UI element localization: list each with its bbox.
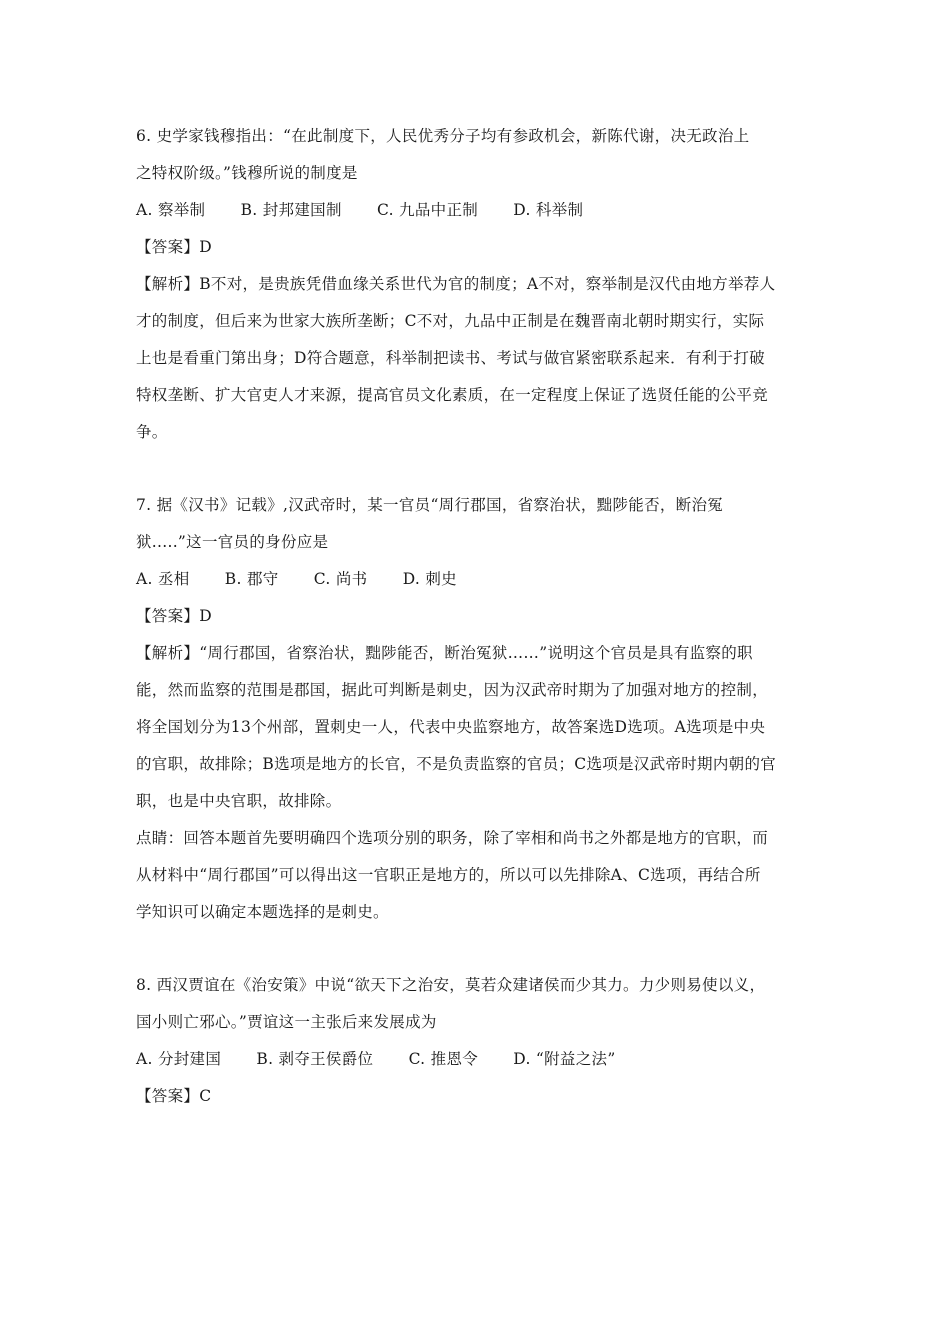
tip-line: 从材料中“周行郡国”可以得出这一官职正是地方的，所以可以先排除A、C选项，再结合所 [136,866,761,884]
question-stem-line: 7. 据《汉书》记载》,汉武帝时，某一官员“周行郡国，省察治状，黜陟能否，断治冤 [136,496,724,514]
analysis-line: 特权垄断、扩大官吏人才来源，提高官员文化素质，在一定程度上保证了选贤任能的公平竞 [136,386,769,404]
options-row [136,561,816,598]
answer-line: 【答案】C [136,1087,212,1105]
option-d: D. “附益之法” [513,1050,616,1068]
analysis-line: 职，也是中央官职，故排除。 [136,792,342,810]
option-d: D. 刺史 [402,570,457,588]
document-page [136,118,816,1115]
analysis-line: 才的制度，但后来为世家大族所垄断；C不对，九品中正制是在魏晋南北朝时期实行，实际 [136,312,765,330]
option-b: B. 封邦建国制 [240,201,342,219]
answer-line: 【答案】D [136,238,212,256]
question-stem-line: 8. 西汉贾谊在《治安策》中说“欲天下之治安，莫若众建诸侯而少其力。力少则易使以义， [136,976,766,994]
question-7 [136,487,816,931]
tip-line: 点睛：回答本题首先要明确四个选项分别的职务，除了宰相和尚书之外都是地方的官职，而 [136,829,769,847]
analysis-line: 能，然而监察的范围是郡国，据此可判断是刺史，因为汉武帝时期为了加强对地方的控制， [136,681,769,699]
answer-line: 【答案】D [136,607,212,625]
option-a: A. 丞相 [136,570,190,588]
option-b: B. 剥夺王侯爵位 [256,1050,374,1068]
analysis-line: 上也是看重门第出身；D符合题意，科举制把读书、考试与做官紧密联系起来．有利于打破 [136,349,765,367]
question-stem-line: 之特权阶级。”钱穆所说的制度是 [136,164,358,182]
analysis-line: 争。 [136,423,168,441]
option-c: C. 九品中正制 [376,201,479,219]
option-d: D. 科举制 [513,201,584,219]
option-c: C. 尚书 [313,570,368,588]
question-stem-line: 6. 史学家钱穆指出：“在此制度下，人民优秀分子均有参政机会，新陈代谢，决无政治上 [136,127,750,145]
option-c: C. 推恩令 [408,1050,479,1068]
option-a: A. 分封建国 [136,1050,222,1068]
question-stem-line: 国小则亡邪心。”贾谊这一主张后来发展成为 [136,1013,437,1031]
option-a: A. 察举制 [136,201,206,219]
analysis-line: 将全国划分为13个州部，置刺史一人，代表中央监察地方，故答案选D选项。A选项是中央 [136,718,766,736]
question-8 [136,967,816,1115]
options-row [136,192,816,229]
analysis-line: 【解析】B不对，是贵族凭借血缘关系世代为官的制度；A不对，察举制是汉代由地方举荐人 [136,275,776,293]
analysis-line: 的官职，故排除；B选项是地方的长官，不是负责监察的官员；C选项是汉武帝时期内朝的官 [136,755,777,773]
option-b: B. 郡守 [224,570,279,588]
question-stem-line: 狱.....”这一官员的身份应是 [136,533,329,551]
question-spacer [136,931,816,967]
tip-line: 学知识可以确定本题选择的是刺史。 [136,903,389,921]
question-spacer [136,451,816,487]
analysis-line: 【解析】“周行郡国，省察治状，黜陟能否，断治冤狱……”说明这个官员是具有监察的职 [136,644,753,662]
options-row [136,1041,816,1078]
question-6 [136,118,816,451]
